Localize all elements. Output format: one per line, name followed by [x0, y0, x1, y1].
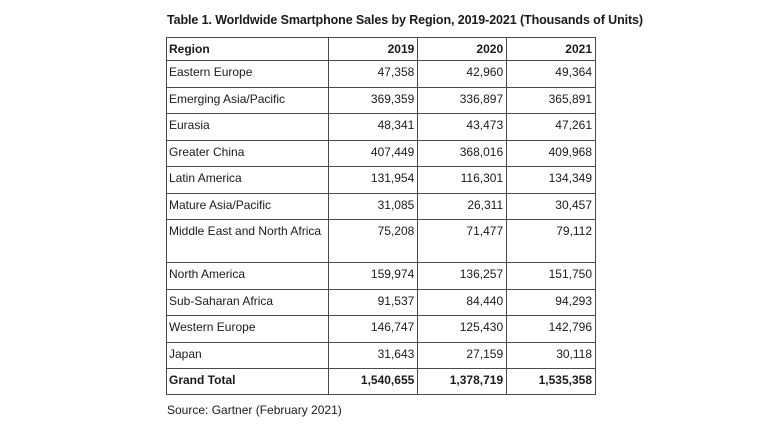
value-2019: 407,449: [329, 140, 418, 167]
table-row: [167, 289, 596, 316]
value-2021: 365,891: [507, 87, 596, 114]
table-row: [167, 140, 596, 167]
table-title: Table 1. Worldwide Smartphone Sales by Region, 2019-2021 (Thousands of Units): [167, 13, 643, 27]
value-2020: 125,430: [418, 316, 507, 343]
value-2020: 42,960: [418, 61, 507, 88]
region-cell: Eurasia: [167, 114, 329, 141]
table-header-row: [167, 38, 596, 61]
value-2019: 159,974: [329, 263, 418, 290]
table-row: [167, 342, 596, 369]
value-2021: 409,968: [507, 140, 596, 167]
table-row: [167, 114, 596, 141]
value-2021: 30,118: [507, 342, 596, 369]
table-row: [167, 167, 596, 194]
value-2021: 134,349: [507, 167, 596, 194]
total-2020: 1,378,719: [418, 369, 507, 395]
value-2020: 84,440: [418, 289, 507, 316]
total-2021: 1,535,358: [507, 369, 596, 395]
value-2019: 31,643: [329, 342, 418, 369]
region-cell: Latin America: [167, 167, 329, 194]
value-2019: 131,954: [329, 167, 418, 194]
region-cell: Emerging Asia/Pacific: [167, 87, 329, 114]
value-2020: 116,301: [418, 167, 507, 194]
region-cell: Western Europe: [167, 316, 329, 343]
value-2021: 47,261: [507, 114, 596, 141]
value-2019: 146,747: [329, 316, 418, 343]
value-2020: 26,311: [418, 193, 507, 220]
value-2020: 336,897: [418, 87, 507, 114]
region-cell: Eastern Europe: [167, 61, 329, 88]
region-cell: North America: [167, 263, 329, 290]
region-cell: Greater China: [167, 140, 329, 167]
value-2020: 27,159: [418, 342, 507, 369]
table-row: [167, 87, 596, 114]
value-2019: 91,537: [329, 289, 418, 316]
sales-table: [166, 37, 596, 395]
value-2020: 71,477: [418, 220, 507, 263]
table-row: [167, 61, 596, 88]
header-region: Region: [167, 38, 329, 61]
value-2019: 31,085: [329, 193, 418, 220]
table-row: [167, 316, 596, 343]
grand-total-row: [167, 369, 596, 395]
value-2021: 94,293: [507, 289, 596, 316]
value-2021: 142,796: [507, 316, 596, 343]
header-2021: 2021: [507, 38, 596, 61]
value-2019: 75,208: [329, 220, 418, 263]
value-2021: 151,750: [507, 263, 596, 290]
total-label: Grand Total: [167, 369, 329, 395]
value-2021: 79,112: [507, 220, 596, 263]
value-2020: 43,473: [418, 114, 507, 141]
value-2019: 369,359: [329, 87, 418, 114]
value-2020: 136,257: [418, 263, 507, 290]
value-2019: 47,358: [329, 61, 418, 88]
header-2019: 2019: [329, 38, 418, 61]
region-cell: Mature Asia/Pacific: [167, 193, 329, 220]
table-row: [167, 193, 596, 220]
total-2019: 1,540,655: [329, 369, 418, 395]
region-cell: Japan: [167, 342, 329, 369]
region-cell: Sub-Saharan Africa: [167, 289, 329, 316]
source-note: Source: Gartner (February 2021): [167, 403, 342, 417]
table-row: [167, 220, 596, 263]
table-row: [167, 263, 596, 290]
value-2020: 368,016: [418, 140, 507, 167]
value-2021: 30,457: [507, 193, 596, 220]
header-2020: 2020: [418, 38, 507, 61]
region-cell: Middle East and North Africa: [167, 220, 329, 263]
value-2021: 49,364: [507, 61, 596, 88]
value-2019: 48,341: [329, 114, 418, 141]
